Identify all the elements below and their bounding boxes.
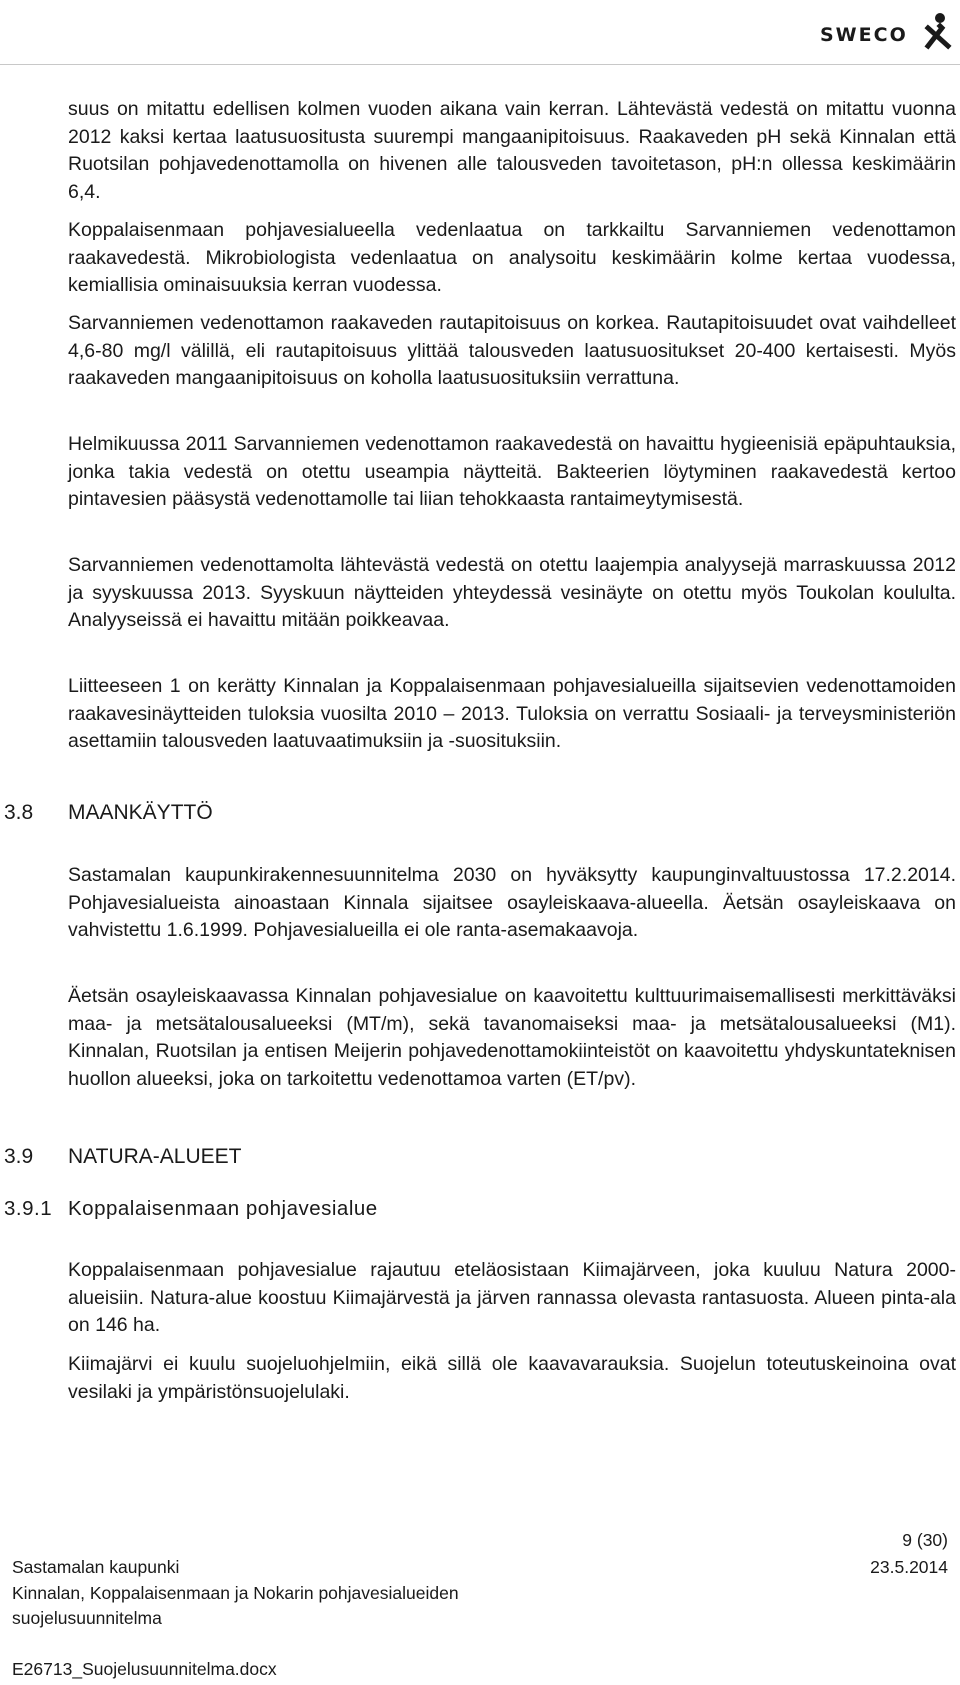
paragraph-5: Sarvanniemen vedenottamolta lähtevästä vedestä on otettu laajempia analyysejä marraskuussa 2012 ja syyskuussa 2013. Syyskuun näytteiden yhteydessä vesinäyte on otettu myös Toukolan koululta. Analyyseissä ei havaittu mitään poikkeavaa. <box>68 554 956 632</box>
footer-filename: E26713_Suojelusuunnitelma.docx <box>12 1659 277 1679</box>
section-title: MAANKÄYTTÖ <box>68 801 213 824</box>
header-divider <box>0 64 960 65</box>
paragraph-1: suus on mitattu edellisen kolmen vuoden aikana vain kerran. Lähtevästä vedestä on mitattu vuonna 2012 kaksi kertaa laatusuositusta suurempi mangaanipitoisuus. Raakaveden pH sekä Kinnalan että Ruotsilan pohjavedenottamolla on hivenen alle talousveden tavoitetason, pH:n ollessa keskimäärin 6,4. <box>68 98 956 203</box>
paragraph-maankaytto-2: Äetsän osayleiskaavassa Kinnalan pohjavesialue on kaavoitettu kulttuurimaisemallisesti merkittäväksi maa- ja metsätalousalueeksi (MT/m), sekä tavanomaiseksi maa- ja metsätalousalueeksi (M1). Kinnalan, Ruotsilan ja entisen Meijerin pohjavedenottamokiinteistöt on kaavoitettu yhdyskuntateknisen huollon alueeksi, joka on tarkoitettu vedenottamoa varten (ET/pv). <box>68 985 956 1090</box>
footer-date: 23.5.2014 <box>870 1557 948 1577</box>
section-title: Koppalaisenmaan pohjavesialue <box>68 1197 378 1220</box>
section-number: 3.8 <box>4 801 34 824</box>
footer-organization: Sastamalan kaupunki <box>12 1557 180 1577</box>
paragraph-3: Sarvanniemen vedenottamon raakaveden rautapitoisuus on korkea. Rautapitoisuudet ovat vaihdelleet 4,6-80 mg/l välillä, eli rautapitoisuus ylittää talousveden laatusuositukset 20-400 kertaisesti. Myös raakaveden mangaanipitoisuus on koholla laatusuosituksiin verrattuna. <box>68 312 956 390</box>
section-number: 3.9.1 <box>4 1197 53 1220</box>
logo-text: SWECO <box>820 24 908 46</box>
paragraph-6: Liitteeseen 1 on kerätty Kinnalan ja Koppalaisenmaan pohjavesialueilla sijaitsevien vedenottamoiden raakavesinäytteiden tuloksia vuosilta 2010 – 2013. Tuloksia on verrattu Sosiaali- ja terveysministeriön asettamiin talousveden laatuvaatimuksiin ja -suosituksiin. <box>68 675 956 753</box>
footer-document-title: Kinnalan, Koppalaisenmaan ja Nokarin pohjavesialueiden <box>12 1583 459 1603</box>
footer-document-title-2: suojelusuunnitelma <box>12 1608 162 1628</box>
paragraph-4: Helmikuussa 2011 Sarvanniemen vedenottamon raakavedestä on havaittu hygieenisiä epäpuhtauksia, jonka takia vedestä on otettu useampia näytteitä. Bakteerien löytyminen raakavedestä kertoo pintavesien pääsystä vedenottamolle tai liian tehokkaasta rantaimeytymisestä. <box>68 433 956 511</box>
section-number: 3.9 <box>4 1145 34 1168</box>
paragraph-maankaytto-1: Sastamalan kaupunkirakennesuunnitelma 2030 on hyväksytty kaupunginvaltuustossa 17.2.2014. Pohjavesialueista ainoastaan Kinnala sijaitsee osayleiskaava-alueella. Äetsän osayleiskaava on vahvistettu 1.6.1999. Pohjavesialueilla ei ole ranta-asemakaavoja. <box>68 864 956 942</box>
paragraph-natura-2: Kiimajärvi ei kuulu suojeluohjelmiin, eikä sillä ole kaavavarauksia. Suojelun toteutuskeinoina ovat vesilaki ja ympäristönsuojelulaki. <box>68 1353 956 1403</box>
paragraph-2: Koppalaisenmaan pohjavesialueella vedenlaatua on tarkkailtu Sarvanniemen vedenottamon raakavedestä. Mikrobiologista vedenlaatua on analysoitu keskimäärin kolme kertaa vuodessa, kemiallisia ominaisuuksia kerran vuodessa. <box>68 219 956 297</box>
section-title: NATURA-ALUEET <box>68 1145 242 1168</box>
sweco-mark-icon <box>920 10 960 50</box>
paragraph-natura-1: Koppalaisenmaan pohjavesialue rajautuu eteläosistaan Kiimajärveen, joka kuuluu Natura 2000-alueisiin. Natura-alue koostuu Kiimajärvestä ja järven rannassa olevasta rantasuosta. Alueen pinta-ala on 146 ha. <box>68 1259 956 1337</box>
page-number: 9 (30) <box>902 1530 948 1550</box>
sweco-logo <box>820 8 960 52</box>
